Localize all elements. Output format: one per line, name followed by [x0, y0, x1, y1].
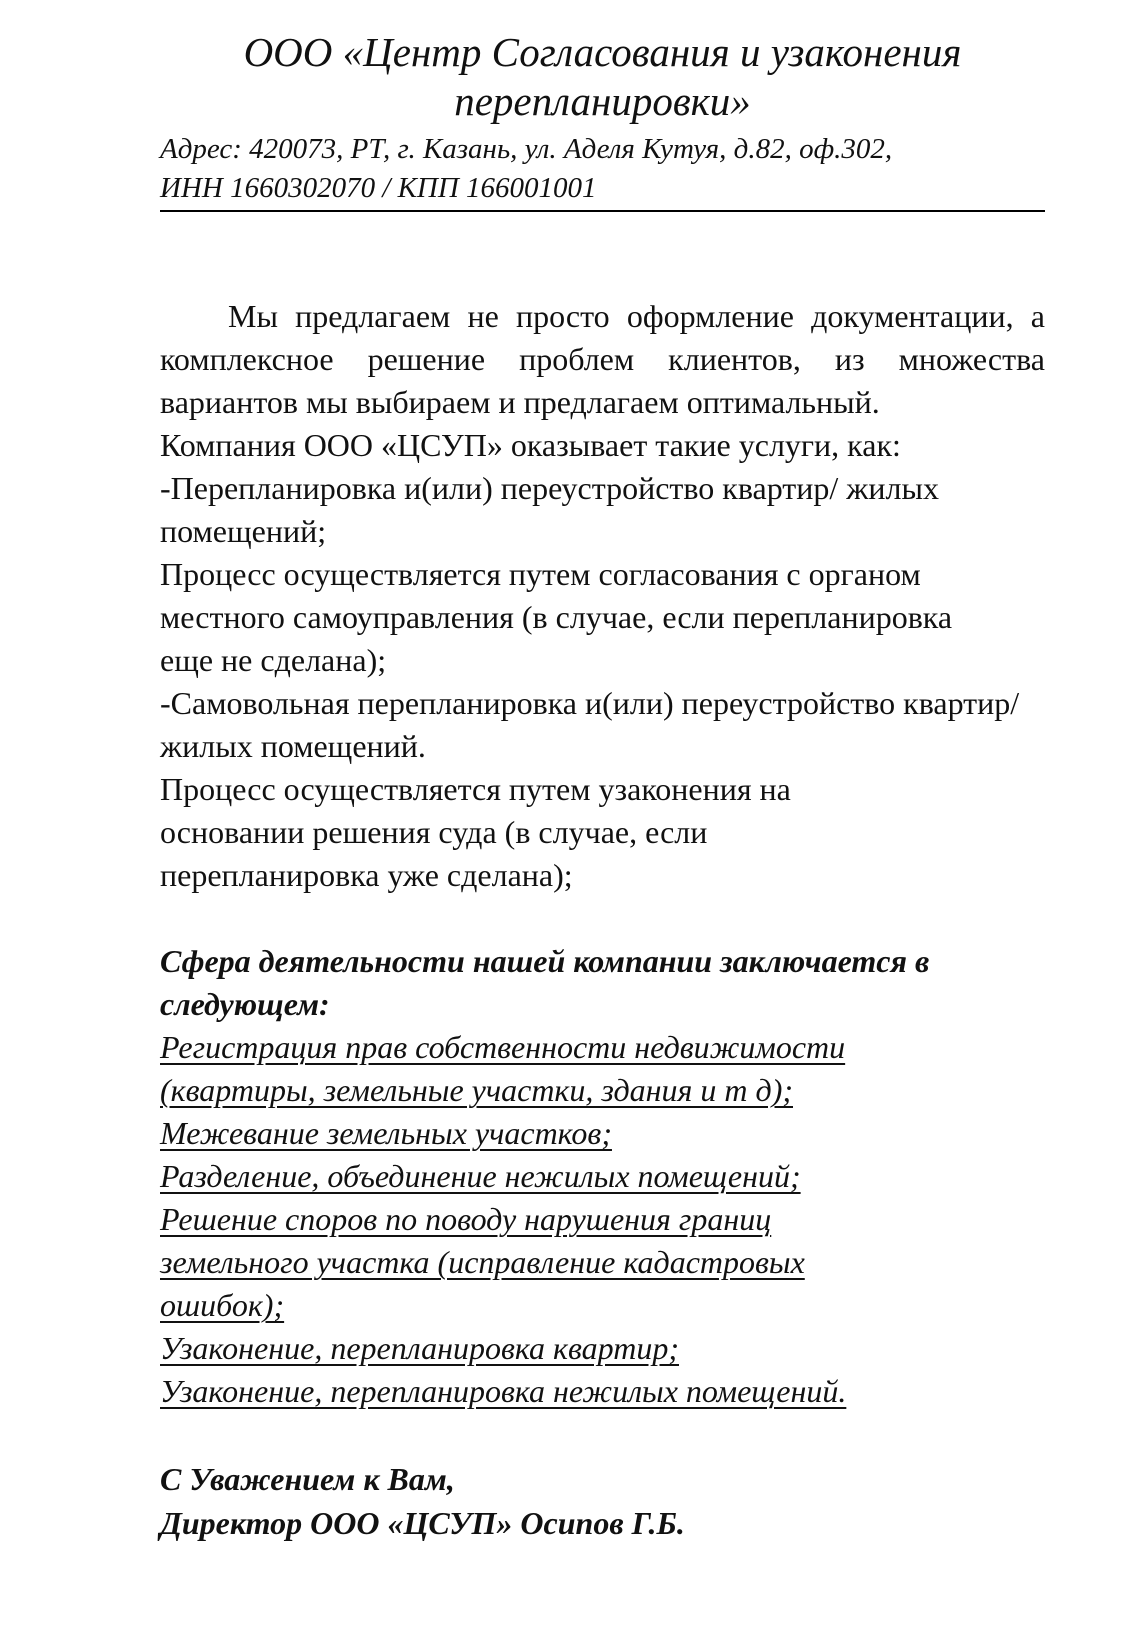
activity-item: Регистрация прав собственности недвижимости (квартиры, земельные участки, здания и т д);: [160, 1029, 846, 1108]
activity-item: Узаконение, перепланировка нежилых помещений.: [160, 1373, 847, 1409]
activity-section: [160, 940, 1045, 1413]
closing-block: [160, 1457, 1045, 1545]
activity-item: Разделение, объединение нежилых помещений;: [160, 1158, 801, 1194]
service-item: -Самовольная перепланировка и(или) переустройство квартир/жилых помещений.: [160, 685, 1020, 764]
service-process: Процесс осуществляется путем узаконения на основании решения суда (в случае, если перепланировка уже сделана);: [160, 771, 791, 893]
activity-list: [160, 1026, 1045, 1413]
service-item: -Перепланировка и(или) переустройство квартир/ жилых помещений;: [160, 470, 939, 549]
activity-item: Решение споров по поводу нарушения границ земельного участка (исправление кадастровых ошибок);: [160, 1201, 805, 1323]
activity-item: Межевание земельных участков;: [160, 1115, 612, 1151]
company-address: Адрес: 420073, РТ, г. Казань, ул. Аделя Кутуя, д.82, оф.302,: [160, 133, 893, 165]
intro-paragraph: Мы предлагаем не просто оформление документации, а комплексное решение проблем клиентов, из множества вариантов мы выбираем и предлагаем оптимальный.: [160, 298, 1045, 420]
letterhead: [160, 28, 1045, 212]
activity-item: Узаконение, перепланировка квартир;: [160, 1330, 679, 1366]
letter-page: [160, 0, 1045, 1545]
company-details: [160, 130, 1045, 212]
activity-heading: Сфера деятельности нашей компании заключается в следующем:: [160, 943, 930, 1022]
signature-line: Директор ООО «ЦСУП» Осипов Г.Б.: [160, 1505, 685, 1541]
services-lead: Компания ООО «ЦСУП» оказывает такие услуги, как:: [160, 427, 901, 463]
closing-regards: С Уважением к Вам,: [160, 1461, 455, 1497]
company-title: ООО «Центр Согласования и узаконения перепланировки»: [243, 29, 962, 124]
service-process: Процесс осуществляется путем согласования с органом местного самоуправления (в случае, если перепланировка еще не сделана);: [160, 556, 953, 678]
company-inn-kpp: ИНН 1660302070 / КПП 166001001: [160, 172, 597, 204]
letter-body: [160, 295, 1045, 897]
